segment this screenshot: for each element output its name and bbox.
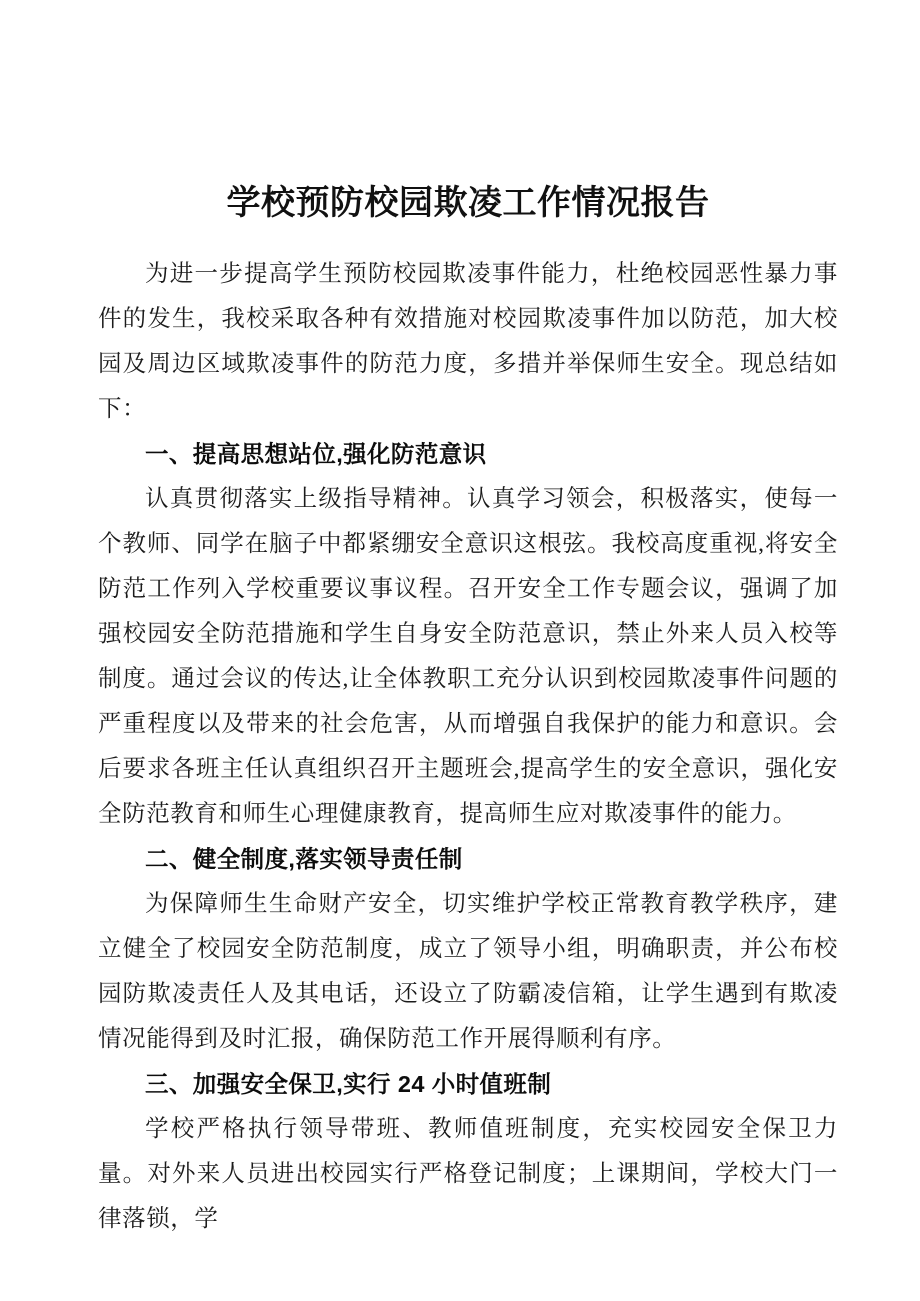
section-2-paragraph: 为保障师生生命财产安全，切实维护学校正常教育教学秩序，建立健全了校园安全防范制度，成立了领导小组，明确职责，并公布校园防欺凌责任人及其电话，还设立了防霸凌信箱，让学生遇到有欺凌情况能得到及时汇报，确保防范工作开展得顺利有序。 [98,891,838,1052]
section-1-paragraph: 认真贯彻落实上级指导精神。认真学习领会，积极落实，使每一个教师、同学在脑子中都紧绷安全意识这根弦。我校高度重视,将安全防范工作列入学校重要议事议程。召开安全工作专题会议，强调了加强校园安全防范措施和学生自身安全防范意识，禁止外来人员入校等制度。通过会议的传达,让全体教职工充分认识到校园欺凌事件问题的严重程度以及带来的社会危害，从而增强自我保护的能力和意识。会后要求各班主任认真组织召开主题班会,提高学生的安全意识，强化安全防范教育和师生心理健康教育，提高师生应对欺凌事件的能力。 [98,486,838,827]
section-3-heading: 三、加强安全保卫,实行 24 小时值班制 [145,1071,552,1097]
intro-paragraph: 为进一步提高学生预防校园欺凌事件能力，杜绝校园恶性暴力事件的发生，我校采取各种有效措施对校园欺凌事件加以防范，加大校园及周边区域欺凌事件的防范力度，多措并举保师生安全。现总结如下： [98,261,838,422]
section-1-heading: 一、提高思想站位,强化防范意识 [145,441,487,467]
page-title: 学校预防校园欺凌工作情况报告 [226,183,710,222]
section-3-paragraph: 学校严格执行领导带班、教师值班制度，充实校园安全保卫力量。对外来人员进出校园实行严格登记制度；上课期间，学校大门一律落锁，学 [98,1116,838,1232]
section-2-heading: 二、健全制度,落实领导责任制 [145,846,463,872]
document-content [98,252,838,1242]
